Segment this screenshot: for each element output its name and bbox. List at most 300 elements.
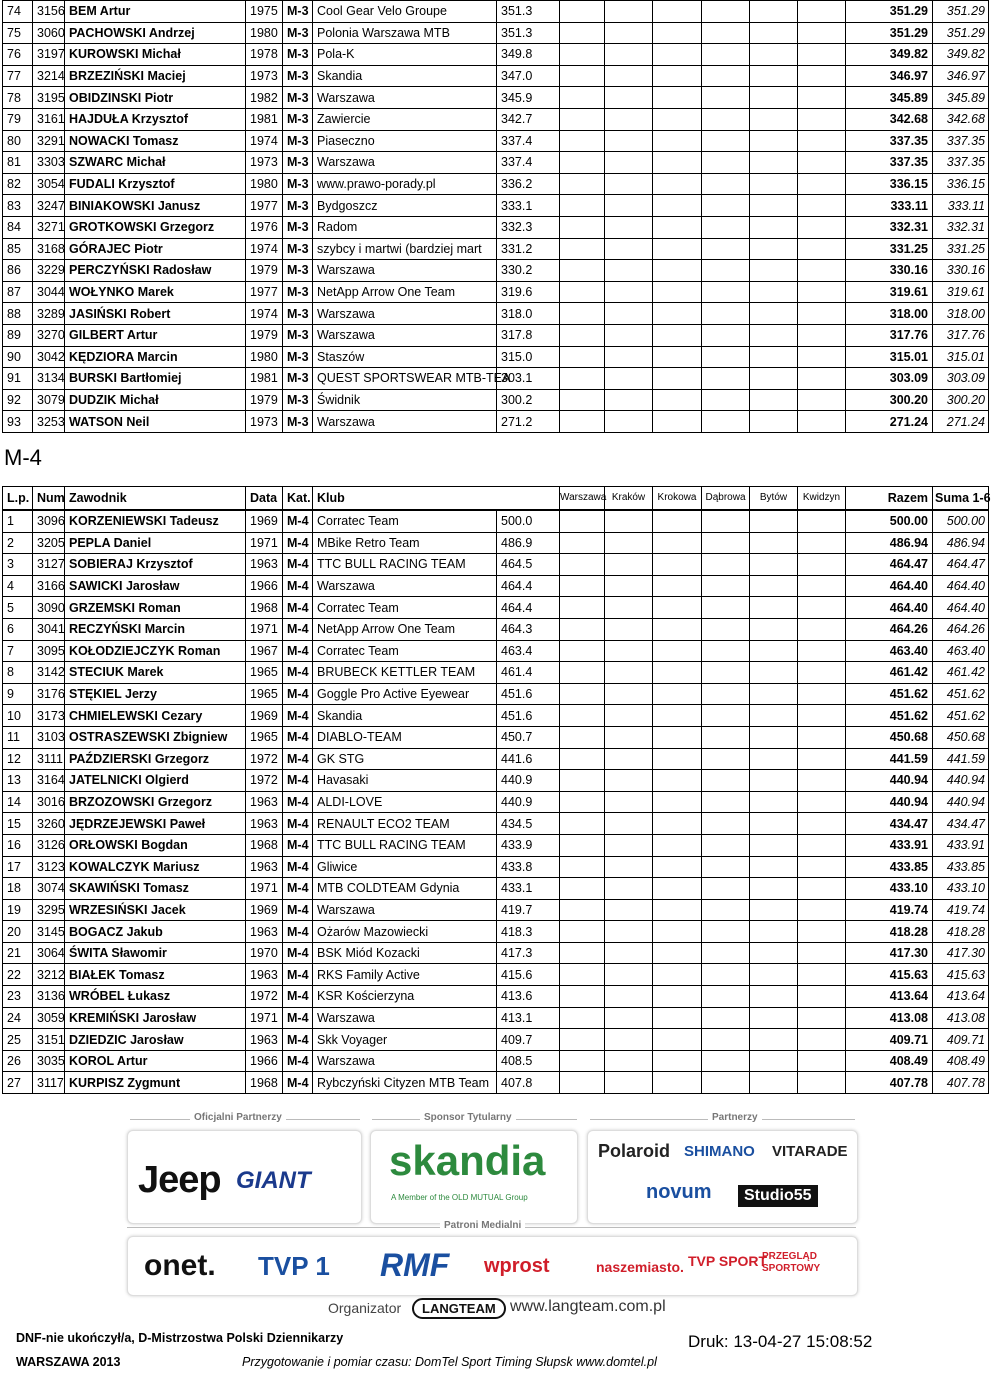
club-cell: Skandia bbox=[313, 65, 497, 87]
spacer-cell bbox=[798, 942, 846, 964]
category-cell: M-3 bbox=[283, 238, 313, 260]
spacer-cell bbox=[798, 130, 846, 152]
category-cell: M-3 bbox=[283, 411, 313, 433]
category-cell: M-4 bbox=[283, 618, 313, 640]
table-row bbox=[3, 1072, 989, 1094]
stage-points-cell: 330.2 bbox=[497, 260, 560, 282]
category-cell: M-3 bbox=[283, 346, 313, 368]
category-cell: M-3 bbox=[283, 260, 313, 282]
stage-points-cell: 319.6 bbox=[497, 281, 560, 303]
empty-stage-cell bbox=[750, 748, 798, 770]
table-row bbox=[3, 748, 989, 770]
birth-year-cell: 1971 bbox=[246, 1007, 283, 1029]
empty-stage-cell bbox=[702, 748, 750, 770]
sum-cell: 330.16 bbox=[933, 260, 989, 282]
spacer-cell bbox=[798, 1050, 846, 1072]
empty-stage-cell bbox=[653, 389, 702, 411]
rider-name-cell: DZIEDZIC Jarosław bbox=[65, 1029, 246, 1051]
club-cell: RENAULT ECO2 TEAM bbox=[313, 813, 497, 835]
category-cell: M-3 bbox=[283, 216, 313, 238]
place-cell: 87 bbox=[3, 281, 33, 303]
spacer-cell bbox=[798, 260, 846, 282]
table-row bbox=[3, 921, 989, 943]
total-cell: 413.64 bbox=[846, 986, 933, 1008]
birth-year-cell: 1966 bbox=[246, 575, 283, 597]
empty-stage-cell bbox=[653, 152, 702, 174]
empty-stage-cell bbox=[750, 964, 798, 986]
stage-points-cell: 417.3 bbox=[497, 942, 560, 964]
category-cell: M-3 bbox=[283, 152, 313, 174]
empty-stage-cell bbox=[750, 921, 798, 943]
empty-stage-cell bbox=[750, 173, 798, 195]
table-row bbox=[3, 575, 989, 597]
empty-stage-cell bbox=[653, 662, 702, 684]
place-cell: 79 bbox=[3, 108, 33, 130]
empty-stage-cell bbox=[750, 324, 798, 346]
sum-cell: 407.78 bbox=[933, 1072, 989, 1094]
spacer-cell bbox=[798, 87, 846, 109]
total-cell: 464.40 bbox=[846, 575, 933, 597]
empty-stage-cell bbox=[702, 921, 750, 943]
sum-cell: 346.97 bbox=[933, 65, 989, 87]
birth-year-cell: 1979 bbox=[246, 324, 283, 346]
empty-stage-cell bbox=[702, 554, 750, 576]
empty-stage-cell bbox=[605, 1, 653, 23]
total-cell: 407.78 bbox=[846, 1072, 933, 1094]
media-patrons-label: Patroni Medialni bbox=[440, 1220, 525, 1231]
header-stage: Warszawa bbox=[560, 487, 605, 510]
sponsors-area bbox=[0, 1112, 960, 1332]
total-cell: 464.40 bbox=[846, 597, 933, 619]
empty-stage-cell bbox=[702, 791, 750, 813]
spacer-cell bbox=[798, 813, 846, 835]
empty-stage-cell bbox=[750, 640, 798, 662]
stage-points-cell: 351.3 bbox=[497, 22, 560, 44]
bib-number-cell: 3291 bbox=[33, 130, 65, 152]
rider-name-cell: STĘKIEL Jerzy bbox=[65, 683, 246, 705]
header-year: Data bbox=[246, 487, 283, 510]
empty-stage-cell bbox=[702, 411, 750, 433]
place-cell: 8 bbox=[3, 662, 33, 684]
sum-cell: 351.29 bbox=[933, 1, 989, 23]
rider-name-cell: GÓRAJEC Piotr bbox=[65, 238, 246, 260]
empty-stage-cell bbox=[702, 856, 750, 878]
empty-stage-cell bbox=[605, 1072, 653, 1094]
jeep-logo: Jeep bbox=[138, 1159, 221, 1201]
birth-year-cell: 1971 bbox=[246, 878, 283, 900]
empty-stage-cell bbox=[750, 705, 798, 727]
rider-name-cell: BRZOZOWSKI Grzegorz bbox=[65, 791, 246, 813]
club-cell: Bydgoszcz bbox=[313, 195, 497, 217]
empty-stage-cell bbox=[653, 899, 702, 921]
empty-stage-cell bbox=[605, 705, 653, 727]
empty-stage-cell bbox=[560, 368, 605, 390]
spacer-cell bbox=[798, 389, 846, 411]
sum-cell: 300.20 bbox=[933, 389, 989, 411]
category-cell: M-4 bbox=[283, 726, 313, 748]
spacer-cell bbox=[798, 705, 846, 727]
club-cell: Ożarów Mazowiecki bbox=[313, 921, 497, 943]
total-cell: 318.00 bbox=[846, 303, 933, 325]
category-cell: M-4 bbox=[283, 1072, 313, 1094]
m4-results-table bbox=[2, 510, 989, 1094]
footer-printed: Druk: 13-04-27 15:08:52 bbox=[688, 1332, 873, 1351]
polaroid-logo: Polaroid bbox=[598, 1141, 671, 1161]
club-cell: Staszów bbox=[313, 346, 497, 368]
empty-stage-cell bbox=[653, 618, 702, 640]
club-cell: Skk Voyager bbox=[313, 1029, 497, 1051]
spacer-cell bbox=[798, 878, 846, 900]
birth-year-cell: 1965 bbox=[246, 683, 283, 705]
stage-points-cell: 433.8 bbox=[497, 856, 560, 878]
place-cell: 1 bbox=[3, 511, 33, 533]
stage-points-cell: 450.7 bbox=[497, 726, 560, 748]
total-cell: 337.35 bbox=[846, 152, 933, 174]
category-cell: M-4 bbox=[283, 813, 313, 835]
empty-stage-cell bbox=[560, 942, 605, 964]
category-cell: M-4 bbox=[283, 986, 313, 1008]
empty-stage-cell bbox=[653, 44, 702, 66]
empty-stage-cell bbox=[605, 554, 653, 576]
bib-number-cell: 3253 bbox=[33, 411, 65, 433]
empty-stage-cell bbox=[605, 65, 653, 87]
empty-stage-cell bbox=[605, 964, 653, 986]
empty-stage-cell bbox=[702, 705, 750, 727]
club-cell: TTC BULL RACING TEAM bbox=[313, 554, 497, 576]
sum-cell: 440.94 bbox=[933, 791, 989, 813]
total-cell: 346.97 bbox=[846, 65, 933, 87]
stage-points-cell: 318.0 bbox=[497, 303, 560, 325]
rider-name-cell: SOBIERAJ Krzysztof bbox=[65, 554, 246, 576]
place-cell: 18 bbox=[3, 878, 33, 900]
bib-number-cell: 3095 bbox=[33, 640, 65, 662]
stage-points-cell: 451.6 bbox=[497, 683, 560, 705]
birth-year-cell: 1977 bbox=[246, 195, 283, 217]
total-cell: 451.62 bbox=[846, 683, 933, 705]
place-cell: 23 bbox=[3, 986, 33, 1008]
empty-stage-cell bbox=[750, 899, 798, 921]
place-cell: 86 bbox=[3, 260, 33, 282]
rider-name-cell: BRZEZIŃSKI Maciej bbox=[65, 65, 246, 87]
birth-year-cell: 1973 bbox=[246, 65, 283, 87]
spacer-cell bbox=[798, 726, 846, 748]
empty-stage-cell bbox=[653, 705, 702, 727]
empty-stage-cell bbox=[653, 791, 702, 813]
header-lp: L.p. bbox=[3, 487, 33, 510]
total-cell: 461.42 bbox=[846, 662, 933, 684]
place-cell: 24 bbox=[3, 1007, 33, 1029]
birth-year-cell: 1963 bbox=[246, 856, 283, 878]
footer-legend: DNF-nie ukończył/a, D-Mistrzostwa Polski Dziennikarzy bbox=[16, 1331, 344, 1345]
sum-cell: 413.08 bbox=[933, 1007, 989, 1029]
empty-stage-cell bbox=[653, 65, 702, 87]
table-row bbox=[3, 303, 989, 325]
empty-stage-cell bbox=[653, 554, 702, 576]
bib-number-cell: 3212 bbox=[33, 964, 65, 986]
empty-stage-cell bbox=[702, 173, 750, 195]
sum-cell: 450.68 bbox=[933, 726, 989, 748]
spacer-cell bbox=[798, 303, 846, 325]
sum-cell: 317.76 bbox=[933, 324, 989, 346]
club-cell: Corratec Team bbox=[313, 597, 497, 619]
empty-stage-cell bbox=[750, 726, 798, 748]
club-cell: Polonia Warszawa MTB bbox=[313, 22, 497, 44]
bib-number-cell: 3016 bbox=[33, 791, 65, 813]
empty-stage-cell bbox=[702, 511, 750, 533]
spacer-cell bbox=[798, 1007, 846, 1029]
studio55-logo: Studio55 bbox=[738, 1185, 818, 1207]
empty-stage-cell bbox=[702, 640, 750, 662]
empty-stage-cell bbox=[653, 346, 702, 368]
spacer-cell bbox=[798, 986, 846, 1008]
total-cell: 271.24 bbox=[846, 411, 933, 433]
empty-stage-cell bbox=[653, 1007, 702, 1029]
total-cell: 330.16 bbox=[846, 260, 933, 282]
empty-stage-cell bbox=[560, 1, 605, 23]
total-cell: 434.47 bbox=[846, 813, 933, 835]
empty-stage-cell bbox=[653, 130, 702, 152]
empty-stage-cell bbox=[605, 1029, 653, 1051]
place-cell: 15 bbox=[3, 813, 33, 835]
place-cell: 83 bbox=[3, 195, 33, 217]
total-cell: 418.28 bbox=[846, 921, 933, 943]
category-cell: M-4 bbox=[283, 640, 313, 662]
sum-cell: 337.35 bbox=[933, 152, 989, 174]
place-cell: 19 bbox=[3, 899, 33, 921]
rider-name-cell: GROTKOWSKI Grzegorz bbox=[65, 216, 246, 238]
birth-year-cell: 1974 bbox=[246, 303, 283, 325]
total-cell: 433.10 bbox=[846, 878, 933, 900]
empty-stage-cell bbox=[653, 813, 702, 835]
partners-box bbox=[587, 1130, 858, 1224]
spacer-cell bbox=[798, 770, 846, 792]
bib-number-cell: 3074 bbox=[33, 878, 65, 900]
empty-stage-cell bbox=[560, 964, 605, 986]
empty-stage-cell bbox=[750, 554, 798, 576]
spacer-cell bbox=[798, 964, 846, 986]
bib-number-cell: 3173 bbox=[33, 705, 65, 727]
rider-name-cell: CHMIELEWSKI Cezary bbox=[65, 705, 246, 727]
stage-points-cell: 271.2 bbox=[497, 411, 560, 433]
empty-stage-cell bbox=[653, 238, 702, 260]
empty-stage-cell bbox=[605, 878, 653, 900]
total-cell: 433.91 bbox=[846, 834, 933, 856]
birth-year-cell: 1974 bbox=[246, 238, 283, 260]
bib-number-cell: 3127 bbox=[33, 554, 65, 576]
sum-cell: 319.61 bbox=[933, 281, 989, 303]
table-row bbox=[3, 1050, 989, 1072]
bib-number-cell: 3229 bbox=[33, 260, 65, 282]
empty-stage-cell bbox=[750, 1029, 798, 1051]
club-cell: www.prawo-porady.pl bbox=[313, 173, 497, 195]
empty-stage-cell bbox=[605, 921, 653, 943]
rider-name-cell: BOGACZ Jakub bbox=[65, 921, 246, 943]
category-cell: M-4 bbox=[283, 554, 313, 576]
sum-cell: 441.59 bbox=[933, 748, 989, 770]
rider-name-cell: PACHOWSKI Andrzej bbox=[65, 22, 246, 44]
empty-stage-cell bbox=[702, 834, 750, 856]
empty-stage-cell bbox=[750, 813, 798, 835]
table-row bbox=[3, 597, 989, 619]
birth-year-cell: 1975 bbox=[246, 1, 283, 23]
empty-stage-cell bbox=[560, 511, 605, 533]
rider-name-cell: KĘDZIORA Marcin bbox=[65, 346, 246, 368]
club-cell: NetApp Arrow One Team bbox=[313, 618, 497, 640]
empty-stage-cell bbox=[560, 108, 605, 130]
club-cell: szybcy i martwi (bardziej mart bbox=[313, 238, 497, 260]
empty-stage-cell bbox=[605, 152, 653, 174]
empty-stage-cell bbox=[605, 389, 653, 411]
bib-number-cell: 3168 bbox=[33, 238, 65, 260]
naszemiasto-logo: naszemiasto. bbox=[596, 1259, 684, 1275]
spacer-cell bbox=[798, 921, 846, 943]
club-cell: RKS Family Active bbox=[313, 964, 497, 986]
rider-name-cell: JĘDRZEJEWSKI Paweł bbox=[65, 813, 246, 835]
stage-points-cell: 332.3 bbox=[497, 216, 560, 238]
empty-stage-cell bbox=[702, 195, 750, 217]
empty-stage-cell bbox=[750, 130, 798, 152]
total-cell: 333.11 bbox=[846, 195, 933, 217]
empty-stage-cell bbox=[560, 1029, 605, 1051]
title-sponsor-box bbox=[370, 1130, 578, 1224]
bib-number-cell: 3214 bbox=[33, 65, 65, 87]
stage-points-cell: 345.9 bbox=[497, 87, 560, 109]
club-cell: NetApp Arrow One Team bbox=[313, 281, 497, 303]
place-cell: 14 bbox=[3, 791, 33, 813]
empty-stage-cell bbox=[750, 389, 798, 411]
club-cell: Corratec Team bbox=[313, 640, 497, 662]
empty-stage-cell bbox=[702, 281, 750, 303]
empty-stage-cell bbox=[605, 303, 653, 325]
empty-stage-cell bbox=[653, 726, 702, 748]
club-cell: Warszawa bbox=[313, 899, 497, 921]
place-cell: 84 bbox=[3, 216, 33, 238]
table-row bbox=[3, 683, 989, 705]
empty-stage-cell bbox=[702, 130, 750, 152]
empty-stage-cell bbox=[750, 44, 798, 66]
place-cell: 25 bbox=[3, 1029, 33, 1051]
table-row bbox=[3, 770, 989, 792]
bib-number-cell: 3060 bbox=[33, 22, 65, 44]
rider-name-cell: DUDZIK Michał bbox=[65, 389, 246, 411]
sum-cell: 464.40 bbox=[933, 597, 989, 619]
empty-stage-cell bbox=[560, 748, 605, 770]
birth-year-cell: 1965 bbox=[246, 662, 283, 684]
category-title: M-4 bbox=[4, 445, 42, 470]
total-cell: 450.68 bbox=[846, 726, 933, 748]
empty-stage-cell bbox=[750, 834, 798, 856]
stage-points-cell: 486.9 bbox=[497, 532, 560, 554]
empty-stage-cell bbox=[605, 532, 653, 554]
birth-year-cell: 1971 bbox=[246, 618, 283, 640]
place-cell: 2 bbox=[3, 532, 33, 554]
sum-cell: 409.71 bbox=[933, 1029, 989, 1051]
empty-stage-cell bbox=[750, 195, 798, 217]
category-cell: M-3 bbox=[283, 281, 313, 303]
stage-points-cell: 336.2 bbox=[497, 173, 560, 195]
birth-year-cell: 1972 bbox=[246, 986, 283, 1008]
empty-stage-cell bbox=[653, 511, 702, 533]
category-cell: M-4 bbox=[283, 834, 313, 856]
spacer-cell bbox=[798, 791, 846, 813]
sum-cell: 433.85 bbox=[933, 856, 989, 878]
total-cell: 500.00 bbox=[846, 511, 933, 533]
sum-cell: 351.29 bbox=[933, 22, 989, 44]
empty-stage-cell bbox=[702, 238, 750, 260]
birth-year-cell: 1966 bbox=[246, 1050, 283, 1072]
stage-points-cell: 464.4 bbox=[497, 597, 560, 619]
sum-cell: 337.35 bbox=[933, 130, 989, 152]
empty-stage-cell bbox=[605, 662, 653, 684]
empty-stage-cell bbox=[560, 411, 605, 433]
empty-stage-cell bbox=[560, 87, 605, 109]
empty-stage-cell bbox=[605, 281, 653, 303]
m3-results-table bbox=[2, 0, 989, 433]
place-cell: 93 bbox=[3, 411, 33, 433]
sum-cell: 331.25 bbox=[933, 238, 989, 260]
bib-number-cell: 3103 bbox=[33, 726, 65, 748]
club-cell: Warszawa bbox=[313, 1050, 497, 1072]
footer-timing: Przygotowanie i pomiar czasu: DomTel Sport Timing Słupsk www.domtel.pl bbox=[242, 1355, 657, 1369]
club-cell: Rybczyński Cityzen MTB Team bbox=[313, 1072, 497, 1094]
spacer-cell bbox=[798, 899, 846, 921]
bib-number-cell: 3164 bbox=[33, 770, 65, 792]
category-cell: M-3 bbox=[283, 368, 313, 390]
stage-points-cell: 413.1 bbox=[497, 1007, 560, 1029]
total-cell: 417.30 bbox=[846, 942, 933, 964]
birth-year-cell: 1980 bbox=[246, 173, 283, 195]
birth-year-cell: 1974 bbox=[246, 130, 283, 152]
spacer-cell bbox=[798, 1, 846, 23]
place-cell: 16 bbox=[3, 834, 33, 856]
table-row bbox=[3, 108, 989, 130]
sum-cell: 345.89 bbox=[933, 87, 989, 109]
club-cell: Warszawa bbox=[313, 324, 497, 346]
birth-year-cell: 1963 bbox=[246, 921, 283, 943]
place-cell: 7 bbox=[3, 640, 33, 662]
wprost-logo: wprost bbox=[484, 1255, 550, 1277]
onet-logo: onet. bbox=[144, 1249, 216, 1282]
total-cell: 317.76 bbox=[846, 324, 933, 346]
empty-stage-cell bbox=[750, 597, 798, 619]
bib-number-cell: 3197 bbox=[33, 44, 65, 66]
birth-year-cell: 1963 bbox=[246, 554, 283, 576]
rider-name-cell: HAJDUŁA Krzysztof bbox=[65, 108, 246, 130]
empty-stage-cell bbox=[702, 662, 750, 684]
club-cell: ALDI-LOVE bbox=[313, 791, 497, 813]
empty-stage-cell bbox=[750, 662, 798, 684]
empty-stage-cell bbox=[560, 346, 605, 368]
total-cell: 451.62 bbox=[846, 705, 933, 727]
bib-number-cell: 3126 bbox=[33, 834, 65, 856]
empty-stage-cell bbox=[605, 324, 653, 346]
empty-stage-cell bbox=[750, 108, 798, 130]
total-cell: 408.49 bbox=[846, 1050, 933, 1072]
empty-stage-cell bbox=[605, 683, 653, 705]
empty-stage-cell bbox=[750, 532, 798, 554]
empty-stage-cell bbox=[605, 44, 653, 66]
total-cell: 319.61 bbox=[846, 281, 933, 303]
place-cell: 22 bbox=[3, 964, 33, 986]
spacer-cell bbox=[798, 597, 846, 619]
stage-points-cell: 461.4 bbox=[497, 662, 560, 684]
category-cell: M-4 bbox=[283, 1029, 313, 1051]
stage-points-cell: 413.6 bbox=[497, 986, 560, 1008]
birth-year-cell: 1963 bbox=[246, 1029, 283, 1051]
table-row bbox=[3, 195, 989, 217]
table-row bbox=[3, 834, 989, 856]
category-cell: M-4 bbox=[283, 856, 313, 878]
